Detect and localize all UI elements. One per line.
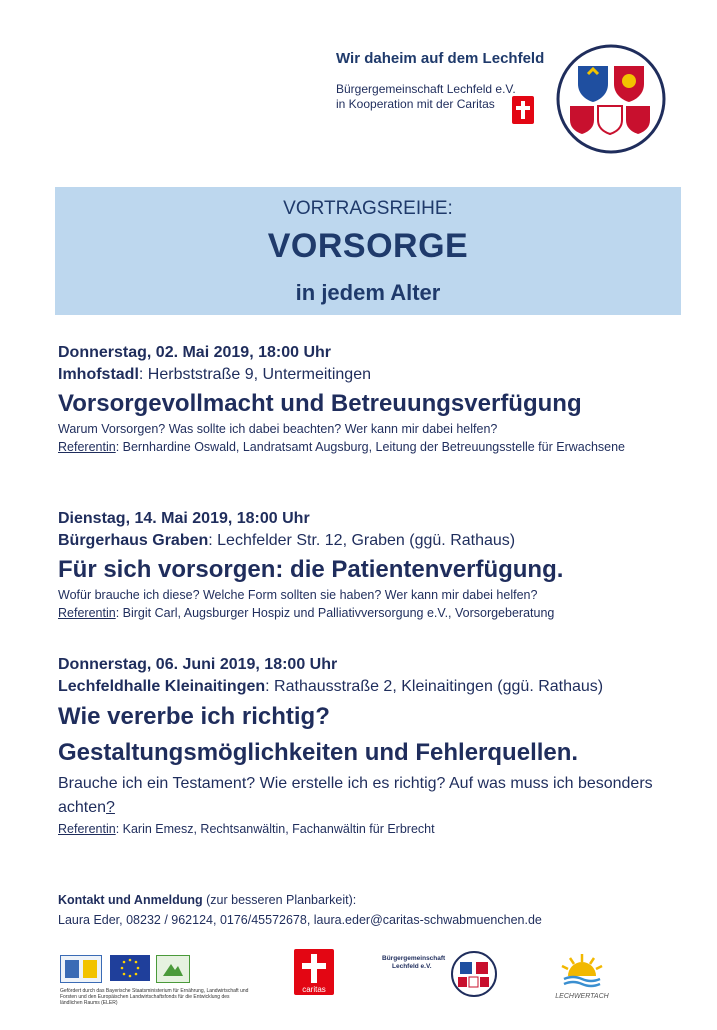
- eu-flag-icon: [110, 955, 150, 981]
- speaker-label: Referentin: [58, 440, 116, 454]
- lechwertach-label: LECHWERTACH: [555, 993, 609, 1000]
- event-date: Donnerstag, 06. Juni 2019, 18:00 Uhr: [58, 656, 338, 673]
- header-title: Wir daheim auf dem Lechfeld: [336, 50, 545, 67]
- caritas-footer-label: caritas: [302, 985, 326, 994]
- event-venue: Lechfeldhalle Kleinaitingen: [58, 678, 266, 695]
- speaker-text: : Birgit Carl, Augsburger Hospiz und Palliativversorgung e.V., Vorsorgeberatung: [115, 606, 555, 620]
- caritas-footer-logo: [294, 949, 334, 995]
- event-venue: Bürgerhaus Graben: [58, 532, 209, 549]
- caritas-logo-icon: [512, 96, 534, 124]
- event-address: : Herbststraße 9, Untermeitingen: [138, 366, 371, 383]
- event-location: [58, 364, 678, 386]
- event-title: Für sich vorsorgen: die Patientenverfügung.: [58, 556, 564, 583]
- page-subtitle: in jedem Alter: [295, 280, 441, 305]
- funding-note: Gefördert durch das Bayerische Staatsministerium für Ernährung, Landwirtschaft und Forsten und den Europäischen Landwirtschaftsfonds für die Entwicklung des ländlichen Raums (ELER): [60, 988, 249, 1006]
- leader-logo-icon: [156, 955, 190, 983]
- speaker-label: Referentin: [58, 822, 116, 836]
- event-questions: Wofür brauche ich diese? Welche Form sollten sie haben? Wer kann mir dabei helfen?: [58, 588, 538, 602]
- event-address: : Rathausstraße 2, Kleinaitingen (ggü. Rathaus): [265, 678, 604, 695]
- event-questions: Warum Vorsorgen? Was sollte ich dabei beachten? Wer kann mir dabei helfen?: [58, 422, 498, 436]
- page-title: VORSORGE: [267, 227, 469, 265]
- event-date: Donnerstag, 02. Mai 2019, 18:00 Uhr: [58, 344, 331, 361]
- header-org-line: Bürgergemeinschaft Lechfeld e.V.: [336, 82, 516, 96]
- contact-block: [58, 890, 542, 930]
- event-date: Dienstag, 14. Mai 2019, 18:00 Uhr: [58, 510, 310, 527]
- event-speaker: [58, 604, 678, 622]
- event-address: : Lechfelder Str. 12, Graben (ggü. Rathaus): [208, 532, 516, 549]
- bg-footer-crest-icon: [450, 950, 498, 998]
- lechwertach-logo: [552, 946, 612, 1006]
- event-1: [58, 342, 678, 456]
- event-2: [58, 508, 678, 622]
- title-box: [55, 187, 681, 315]
- contact-details: Laura Eder, 08232 / 962124, 0176/45572678, laura.eder@caritas-schwabmuenchen.de: [58, 913, 542, 927]
- event-location: [58, 530, 678, 552]
- header-cooperation-line: in Kooperation mit der Caritas: [336, 97, 495, 111]
- bavaria-crest-icon: [60, 955, 102, 983]
- event-title-line-1: Wie vererbe ich richtig?: [58, 703, 330, 730]
- speaker-text: : Bernhardine Oswald, Landratsamt Augsburg, Leitung der Betreuungsstelle für Erwachsene: [115, 440, 626, 454]
- event-questions: [58, 772, 678, 820]
- event-title-line-2: Gestaltungsmöglichkeiten und Fehlerquellen.: [58, 739, 579, 766]
- event-speaker: [58, 820, 678, 838]
- bg-footer-line-1: Bürgergemeinschaft: [382, 955, 446, 962]
- event-speaker: [58, 438, 678, 456]
- event-title: Vorsorgevollmacht und Betreuungsverfügung: [58, 390, 582, 417]
- event-venue: Imhofstadl: [58, 366, 139, 383]
- contact-note: (zur besseren Planbarkeit):: [202, 893, 357, 907]
- bg-footer-line-2: Lechfeld e.V.: [392, 963, 432, 970]
- municipal-crest-icon: [556, 44, 666, 154]
- event-location: [58, 676, 678, 698]
- speaker-text: : Karin Emesz, Rechtsanwältin, Fachanwältin für Erbrecht: [115, 822, 435, 836]
- event-questions-end: ?: [106, 799, 115, 816]
- contact-heading: [58, 890, 542, 910]
- event-3: [58, 654, 678, 838]
- bg-footer-logo-text: [382, 955, 445, 971]
- speaker-label: Referentin: [58, 606, 116, 620]
- series-label: VORTRAGSREIHE:: [283, 198, 453, 219]
- contact-label: Kontakt und Anmeldung: [58, 893, 203, 907]
- event-questions-text: Brauche ich ein Testament? Wie erstelle ich es richtig? Auf was muss ich besonders achten: [58, 775, 653, 816]
